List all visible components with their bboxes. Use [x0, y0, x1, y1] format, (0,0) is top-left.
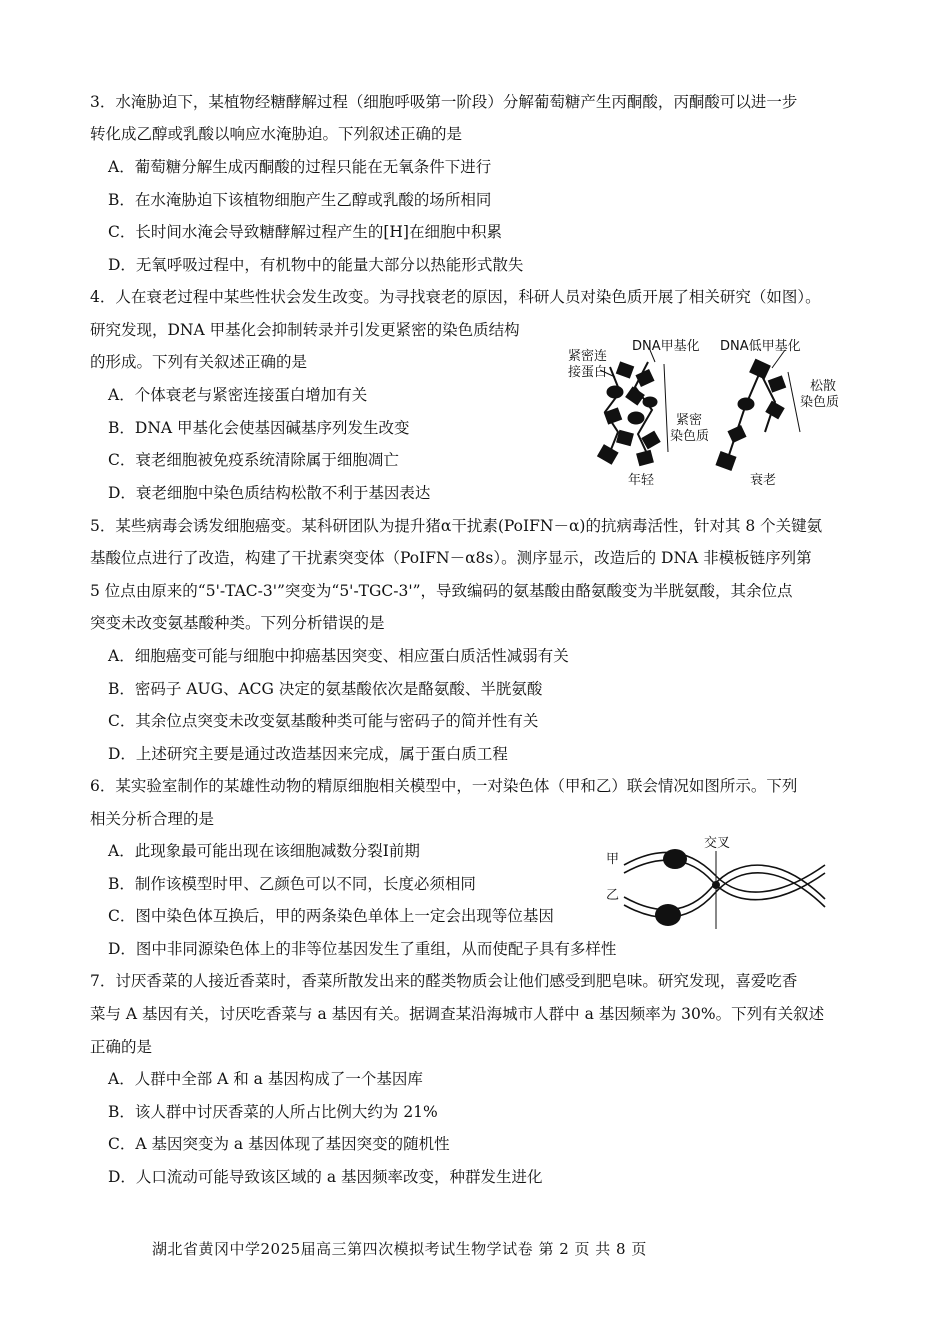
- q7-stem-line-1: 7．讨厌香菜的人接近香菜时，香菜所散发出来的醛类物质会让他们感受到肥皂味。研究发现，喜爱吃香: [90, 972, 798, 990]
- chiasma-point: [712, 881, 720, 889]
- q4-option-a: A．个体衰老与紧密连接蛋白增加有关: [108, 386, 368, 404]
- label-compact-2: 染色质: [670, 429, 710, 444]
- q3-option-d: D．无氧呼吸过程中，有机物中的能量大部分以热能形式散失: [108, 256, 524, 274]
- q4-stem-line-3: 的形成。下列有关叙述正确的是: [90, 353, 308, 371]
- q3-option-c: C．长时间水淹会导致糖酵解过程产生的[H]在细胞中积累: [108, 223, 502, 241]
- q6-stem-line-1: 6．某实验室制作的某雄性动物的精原细胞相关模型中，一对染色体（甲和乙）联会情况如图所示。下列: [90, 777, 798, 795]
- q5-option-c: C．其余位点突变未改变氨基酸种类可能与密码子的简并性有关: [108, 712, 539, 730]
- q5-stem-line-3: 5 位点由原来的“5'-TAC-3'”突变为“5'-TGC-3'”，导致编码的氨基酸由酪氨酸变为半胱氨酸，其余位点: [90, 582, 793, 600]
- label-methyl: DNA甲基化: [632, 339, 700, 354]
- chromatin-figure: [560, 332, 850, 492]
- q4-option-d: D．衰老细胞中染色质结构松散不利于基因表达: [108, 484, 431, 502]
- page-footer: 湖北省黄冈中学2025届高三第四次模拟考试生物学试卷 第 2 页 共 8 页: [152, 1240, 647, 1258]
- q5-option-d: D．上述研究主要是通过改造基因来完成，属于蛋白质工程: [108, 745, 508, 763]
- label-loose-1: 松散: [810, 379, 837, 394]
- q7-option-d: D．人口流动可能导致该区域的 a 基因频率改变，种群发生进化: [108, 1168, 543, 1186]
- loose-chromatin: [716, 350, 800, 470]
- q3-option-b: B．在水淹胁迫下该植物细胞产生乙醇或乳酸的场所相同: [108, 191, 492, 209]
- label-young: 年轻: [628, 473, 655, 488]
- q5-stem-line-2: 基酸位点进行了改造，构建了干扰素突变体（PoIFN－α8s）。测序显示，改造后的 DNA 非模板链序列第: [90, 549, 812, 567]
- q7-option-c: C．A 基因突变为 a 基因体现了基因突变的随机性: [108, 1135, 450, 1153]
- q7-option-a: A．人群中全部 A 和 a 基因构成了一个基因库: [108, 1070, 423, 1088]
- q5-stem-line-1: 5．某些病毒会诱发细胞癌变。某科研团队为提升猪α干扰素(PoIFN－α)的抗病毒活性，针对其 8 个关键氨: [90, 517, 823, 535]
- q7-option-b: B．该人群中讨厌香菜的人所占比例大约为 21%: [108, 1103, 438, 1121]
- q5-option-a: A．细胞癌变可能与细胞中抑癌基因突变、相应蛋白质活性减弱有关: [108, 647, 569, 665]
- q6-option-d: D．图中非同源染色体上的非等位基因发生了重组，从而使配子具有多样性: [108, 940, 617, 958]
- q4-option-b: B．DNA 甲基化会使基因碱基序列发生改变: [108, 419, 410, 437]
- synapsis-figure: [600, 835, 835, 935]
- label-protein-2: 接蛋白: [568, 365, 608, 380]
- label-yi: 乙: [606, 888, 620, 903]
- q7-stem-line-3: 正确的是: [90, 1038, 153, 1056]
- label-jia: 甲: [606, 852, 620, 867]
- label-low-methyl: DNA低甲基化: [720, 339, 801, 354]
- q6-option-a: A．此现象最可能出现在该细胞减数分裂Ⅰ前期: [108, 842, 420, 860]
- label-old: 衰老: [750, 473, 777, 488]
- q3-option-a: A．葡萄糖分解生成丙酮酸的过程只能在无氧条件下进行: [108, 158, 492, 176]
- q6-option-c: C．图中染色体互换后，甲的两条染色单体上一定会出现等位基因: [108, 907, 554, 925]
- q5-option-b: B．密码子 AUG、ACG 决定的氨基酸依次是酪氨酸、半胱氨酸: [108, 680, 543, 698]
- label-protein-1: 紧密连: [568, 349, 608, 364]
- q5-stem-line-4: 突变未改变氨基酸种类。下列分析错误的是: [90, 614, 385, 632]
- label-loose-2: 染色质: [800, 395, 840, 410]
- q4-stem-line-1: 4．人在衰老过程中某些性状会发生改变。为寻找衰老的原因，科研人员对染色质开展了相关研究（如图）。: [90, 288, 821, 306]
- label-cross: 交叉: [704, 836, 731, 851]
- compact-chromatin: [598, 350, 668, 466]
- label-compact-1: 紧密: [676, 413, 703, 428]
- q6-option-b: B．制作该模型时甲、乙颜色可以不同，长度必须相同: [108, 875, 476, 893]
- q6-stem-line-2: 相关分析合理的是: [90, 810, 215, 828]
- q3-stem-line-2: 转化成乙醇或乳酸以响应水淹胁迫。下列叙述正确的是: [90, 125, 463, 143]
- centromere-jia: [663, 849, 687, 869]
- q7-stem-line-2: 菜与 A 基因有关，讨厌吃香菜与 a 基因有关。据调查某沿海城市人群中 a 基因频率为 30%。下列有关叙述: [90, 1005, 825, 1023]
- q3-stem-line-1: 3．水淹胁迫下，某植物经糖酵解过程（细胞呼吸第一阶段）分解葡萄糖产生丙酮酸，丙酮酸可以进一步: [90, 93, 798, 111]
- q4-stem-line-2: 研究发现，DNA 甲基化会抑制转录并引发更紧密的染色质结构: [90, 321, 520, 339]
- q4-option-c: C．衰老细胞被免疫系统清除属于细胞凋亡: [108, 451, 399, 469]
- centromere-yi: [655, 904, 681, 926]
